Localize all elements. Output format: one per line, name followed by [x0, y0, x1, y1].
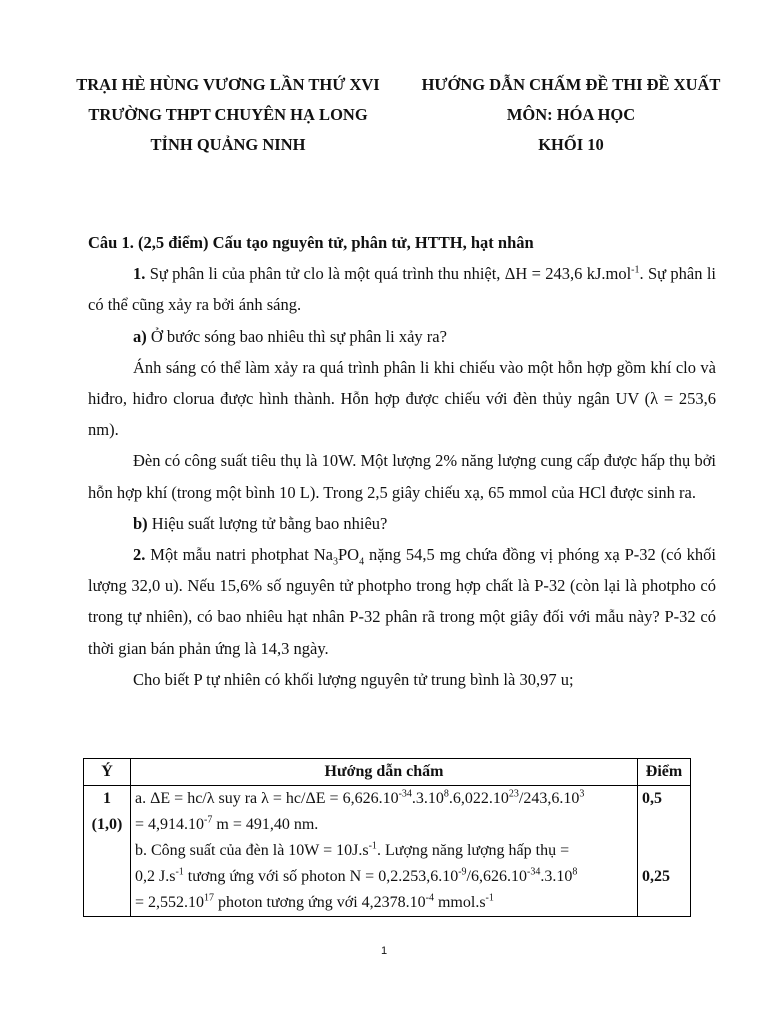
camp-name: TRẠI HÈ HÙNG VƯƠNG LẦN THỨ XVI [76, 75, 380, 94]
sub-question-b: b) Hiệu suất lượng tử bằng bao nhiêu? [133, 513, 388, 533]
document-header [0, 70, 768, 170]
province-name: TỈNH QUẢNG NINH [150, 135, 306, 154]
question-part-2: 2. Một mẫu natri photphat $Na_3PO_4$ nặng 54,5 mg chứa đồng vị phóng xạ P-32 (có khối lượng 32,0 u). Nếu 15,6% số nguyên tử photpho trong hợp chất là P-32 (còn lại là photpho có trong tự nhiên), có bao nhiêu hạt nhân P-32 phân rã trong một giây đối với mẫu này? P-32 có thời gian bán phản ứng là 14,3 ngày. [88, 545, 716, 658]
item-cell: 1 (1,0) [84, 786, 131, 917]
part-number: 2. [133, 545, 146, 565]
question-body [88, 227, 716, 695]
paragraph: Cho biết P tự nhiên có khối lượng nguyên tử trung bình là 30,97 u; [133, 669, 574, 689]
table-row [84, 786, 691, 917]
paragraph: Ánh sáng có thể làm xảy ra quá trình phân li khi chiếu vào một hỗn hợp gồm khí clo và hiđro, hiđro clorua được hình thành. Hỗn hợp được chiếu với đèn thủy ngân UV (λ = 253,6 nm). [88, 357, 716, 440]
score-cell [638, 786, 691, 917]
paragraph: Đèn có công suất tiêu thụ là 10W. Một lượng 2% năng lượng cung cấp được hấp thụ bởi hỗn hợp khí (trong một bình 10 L). Trong 2,5 giây chiếu xạ, 65 mmol của HCl được sinh ra. [88, 451, 716, 502]
grading-table [83, 758, 691, 917]
column-header: Điểm [638, 759, 691, 786]
guide-line: 0,2 $J.s^{-1}$ tương ứng với số photon $N = 0,2.253,6.10^{-9}/6,626.10^{-34}.3.10^8$ [135, 866, 578, 885]
spacer [642, 812, 686, 864]
question-part-1: 1. Sự phân li của phân tử clo là một quá trình thu nhiệt, ΔH = 243,6 kJ.mol$^{-1}$. Sự phân li có thể cũng xảy ra bởi ánh sáng. [88, 264, 716, 315]
score-value: 0,5 [642, 790, 662, 807]
subject-name: MÔN: HÓA HỌC [506, 105, 636, 124]
guide-line: = $4,914.10^{-7}$ m = 491,40 nm. [135, 814, 319, 833]
guide-cell [131, 786, 638, 917]
document-title: HƯỚNG DẪN CHẤM ĐỀ THI ĐỀ XUẤT [421, 75, 721, 94]
header-left [52, 70, 404, 160]
sub-question-a: a) Ở bước sóng bao nhiêu thì sự phân li xảy ra? [133, 326, 447, 346]
guide-line: a. ΔE = hc/λ suy ra $\lambda = hc/\Delta E = 6,626.10^{-34}.3.10^8.6,022.10^{23}/243,6.10^3$ [135, 788, 585, 807]
column-header: Hướng dẫn chấm [131, 759, 638, 786]
school-name: TRƯỜNG THPT CHUYÊN HẠ LONG [88, 105, 368, 124]
page-number: 1 [380, 945, 388, 957]
grade-level: KHỐI 10 [538, 135, 604, 154]
table-header-row [84, 759, 691, 786]
guide-line: b. Công suất của đèn là $10W = 10J.s^{-1}$. Lượng năng lượng hấp thụ = [135, 840, 570, 859]
guide-line: = $2,552.10^{17}$ photon tương ứng với $4,2378.10^{-4}$ $mmol.s^{-1}$ [135, 892, 494, 911]
header-right [404, 70, 738, 160]
part-number: 1. [133, 264, 146, 284]
question-title: Câu 1. (2,5 điểm) Cấu tạo nguyên tử, phân tử, HTTH, hạt nhân [88, 233, 534, 252]
column-header: Ý [84, 759, 131, 786]
score-value: 0,25 [642, 868, 670, 885]
